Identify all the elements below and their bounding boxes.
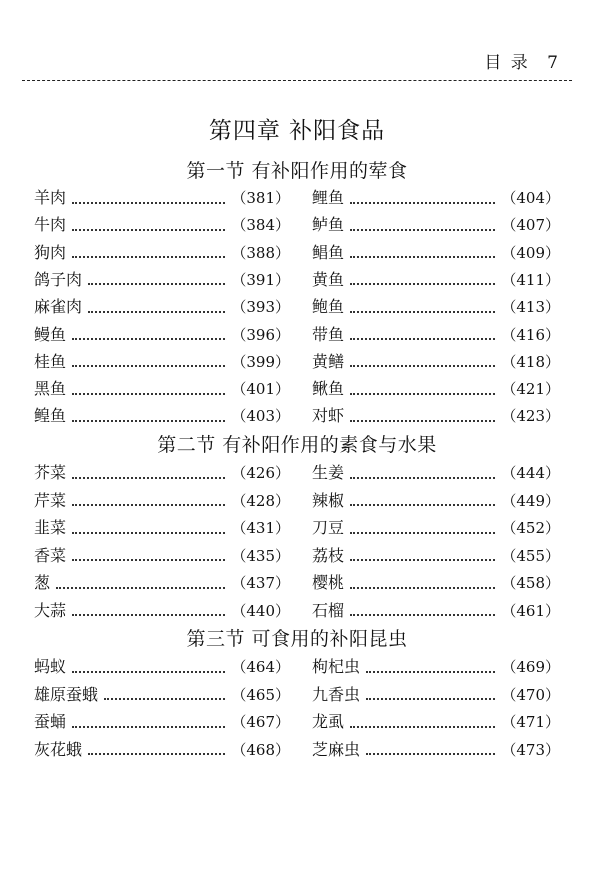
leader-dots xyxy=(366,697,495,700)
leader-dots xyxy=(350,255,495,258)
toc-entry-name: 麻雀肉 xyxy=(34,297,83,317)
section-title-1: 第一节 有补阳作用的荤食 xyxy=(186,160,408,182)
toc-entry-page: （403） xyxy=(231,407,290,426)
toc-entry xyxy=(312,709,560,735)
toc-entry-name: 狗肉 xyxy=(34,242,67,262)
toc-entry-name: 大蒜 xyxy=(34,600,67,620)
toc-entry-page: （449） xyxy=(501,491,560,510)
section-title-2: 第二节 有补阳作用的素食与水果 xyxy=(157,434,437,456)
toc-entry-name: 葱 xyxy=(34,573,51,592)
toc-entry-page: （381） xyxy=(231,189,290,207)
toc-entry-page: （469） xyxy=(501,658,560,676)
toc-entry-page: （411） xyxy=(501,270,560,289)
toc-entry xyxy=(34,376,290,402)
toc-entry-page: （413） xyxy=(501,298,560,317)
toc-entry-name: 黄鱼 xyxy=(312,269,345,289)
toc-entry-name: 芹菜 xyxy=(34,490,67,510)
toc-entry xyxy=(34,570,290,596)
leader-dots xyxy=(350,503,495,506)
toc-entry xyxy=(34,654,290,680)
leader-dots xyxy=(350,531,495,534)
toc-entry-name: 枸杞虫 xyxy=(312,657,361,676)
toc-entry xyxy=(312,737,560,763)
toc-entry-name: 芝麻虫 xyxy=(312,739,361,759)
leader-dots xyxy=(72,201,225,204)
leader-dots xyxy=(350,392,495,395)
toc-entry-page: （473） xyxy=(501,740,560,759)
leader-dots xyxy=(88,282,225,285)
toc-entry xyxy=(34,543,290,569)
toc-entry-page: （468） xyxy=(231,740,290,759)
toc-entry-name: 桂鱼 xyxy=(34,351,67,371)
leader-dots xyxy=(72,558,225,561)
toc-entry-page: （471） xyxy=(501,713,560,731)
toc-entry xyxy=(34,682,290,708)
leader-dots xyxy=(366,670,495,673)
leader-dots xyxy=(350,725,495,728)
toc-entry-page: （440） xyxy=(231,601,290,620)
leader-dots xyxy=(72,419,225,422)
toc-entry xyxy=(312,322,560,348)
toc-entry-page: （388） xyxy=(231,243,290,262)
toc-entry-name: 韭菜 xyxy=(34,518,67,537)
leader-dots xyxy=(350,558,495,561)
leader-dots xyxy=(350,613,495,616)
toc-entry xyxy=(34,267,290,293)
toc-entry-page: （391） xyxy=(231,270,290,289)
toc-entry-name: 鲤鱼 xyxy=(312,188,345,207)
leader-dots xyxy=(72,670,225,673)
header-rule xyxy=(22,80,572,81)
toc-entry-name: 芥菜 xyxy=(34,463,67,482)
toc-entry xyxy=(312,294,560,320)
toc-entry-page: （384） xyxy=(231,216,290,235)
toc-entry xyxy=(312,515,560,541)
toc-entry xyxy=(312,240,560,266)
leader-dots xyxy=(350,476,495,479)
toc-entry-name: 鲈鱼 xyxy=(312,215,345,235)
running-header-title: 目 录 xyxy=(484,53,530,73)
toc-entry-name: 鲍鱼 xyxy=(312,297,345,317)
toc-entry-name: 黄鳝 xyxy=(312,351,345,371)
toc-entry-name: 荔枝 xyxy=(312,545,345,565)
toc-entry-name: 九香虫 xyxy=(312,684,361,704)
toc-entry-name: 生姜 xyxy=(312,463,345,482)
leader-dots xyxy=(72,725,225,728)
toc-entry-name: 辣椒 xyxy=(312,490,345,510)
leader-dots xyxy=(88,752,225,755)
toc-entry-name: 鲳鱼 xyxy=(312,242,345,262)
toc-entry xyxy=(312,570,560,596)
toc-entry xyxy=(312,349,560,375)
toc-entry xyxy=(312,682,560,708)
toc-entry-page: （444） xyxy=(501,464,560,482)
toc-entry-page: （401） xyxy=(231,380,290,399)
leader-dots xyxy=(350,364,495,367)
page-number: 7 xyxy=(547,53,560,73)
toc-entry-page: （435） xyxy=(231,546,290,565)
toc-entry-page: （421） xyxy=(501,380,560,399)
toc-entry xyxy=(312,376,560,402)
toc-entry xyxy=(312,543,560,569)
leader-dots xyxy=(72,337,225,340)
toc-entry-page: （467） xyxy=(231,713,290,731)
leader-dots xyxy=(350,419,495,422)
running-header xyxy=(484,48,560,73)
chapter-title: 第四章 补阳食品 xyxy=(208,118,386,144)
toc-entry-name: 灰花蛾 xyxy=(34,739,83,759)
toc-entry xyxy=(34,349,290,375)
toc-entry xyxy=(34,460,290,486)
toc-entry-page: （470） xyxy=(501,685,560,704)
toc-entry-name: 蚂蚁 xyxy=(34,657,67,676)
toc-entry xyxy=(34,709,290,735)
leader-dots xyxy=(350,201,495,204)
toc-entry-page: （431） xyxy=(231,519,290,537)
leader-dots xyxy=(72,613,225,616)
leader-dots xyxy=(72,476,225,479)
toc-entry xyxy=(34,737,290,763)
toc-entry-name: 鳇鱼 xyxy=(34,406,67,426)
toc-entry-page: （393） xyxy=(231,298,290,317)
toc-entry-name: 龙虱 xyxy=(312,712,345,731)
toc-entry-name: 刀豆 xyxy=(312,518,345,537)
leader-dots xyxy=(350,282,495,285)
leader-dots xyxy=(350,310,495,313)
toc-entry xyxy=(34,322,290,348)
toc-entry-name: 牛肉 xyxy=(34,215,67,235)
section-title-3: 第三节 可食用的补阳昆虫 xyxy=(186,628,408,650)
toc-entry xyxy=(312,598,560,624)
toc-entry-page: （409） xyxy=(501,243,560,262)
leader-dots xyxy=(72,228,225,231)
toc-entry-name: 鳗鱼 xyxy=(34,324,67,344)
toc-entry xyxy=(312,460,560,486)
toc-entry-page: （396） xyxy=(231,325,290,344)
toc-entry-name: 鳅鱼 xyxy=(312,379,345,399)
toc-entry-page: （465） xyxy=(231,685,290,704)
toc-entry-page: （464） xyxy=(231,658,290,676)
toc-entry-page: （452） xyxy=(501,519,560,537)
toc-entry xyxy=(34,212,290,238)
toc-entry xyxy=(312,488,560,514)
toc-entry-page: （423） xyxy=(501,407,560,426)
toc-entry-page: （426） xyxy=(231,464,290,482)
toc-entry xyxy=(312,267,560,293)
toc-entry-name: 羊肉 xyxy=(34,188,67,207)
toc-entry xyxy=(312,212,560,238)
leader-dots xyxy=(72,392,225,395)
toc-entry-page: （455） xyxy=(501,546,560,565)
toc-entry-name: 樱桃 xyxy=(312,573,345,592)
toc-entry xyxy=(34,403,290,429)
toc-entry xyxy=(34,598,290,624)
toc-entry-name: 雄原蚕蛾 xyxy=(34,684,99,704)
toc-entry-page: （416） xyxy=(501,325,560,344)
toc-entry xyxy=(34,185,290,211)
toc-entry-name: 香菜 xyxy=(34,545,67,565)
leader-dots xyxy=(350,337,495,340)
leader-dots xyxy=(72,364,225,367)
toc-entry xyxy=(34,515,290,541)
toc-entry-name: 对虾 xyxy=(312,406,345,426)
toc-entry-name: 带鱼 xyxy=(312,324,345,344)
leader-dots xyxy=(56,586,225,589)
leader-dots xyxy=(88,310,225,313)
toc-entry xyxy=(312,654,560,680)
toc-entry-page: （461） xyxy=(501,601,560,620)
toc-entry xyxy=(34,488,290,514)
leader-dots xyxy=(350,228,495,231)
toc-entry-name: 蚕蛹 xyxy=(34,712,67,731)
leader-dots xyxy=(72,255,225,258)
leader-dots xyxy=(104,697,225,700)
toc-entry-page: （418） xyxy=(501,352,560,371)
toc-entry-name: 黑鱼 xyxy=(34,379,67,399)
leader-dots xyxy=(366,752,495,755)
toc-entry-name: 石榴 xyxy=(312,600,345,620)
toc-entry-page: （407） xyxy=(501,216,560,235)
toc-entry-page: （399） xyxy=(231,352,290,371)
toc-entry xyxy=(312,185,560,211)
toc-entry-page: （428） xyxy=(231,491,290,510)
toc-entry xyxy=(34,240,290,266)
toc-entry-page: （437） xyxy=(231,574,290,592)
toc-entry xyxy=(312,403,560,429)
toc-entry-page: （458） xyxy=(501,574,560,592)
leader-dots xyxy=(72,531,225,534)
leader-dots xyxy=(72,503,225,506)
leader-dots xyxy=(350,586,495,589)
toc-entry xyxy=(34,294,290,320)
toc-entry-page: （404） xyxy=(501,189,560,207)
toc-entry-name: 鸽子肉 xyxy=(34,269,83,289)
